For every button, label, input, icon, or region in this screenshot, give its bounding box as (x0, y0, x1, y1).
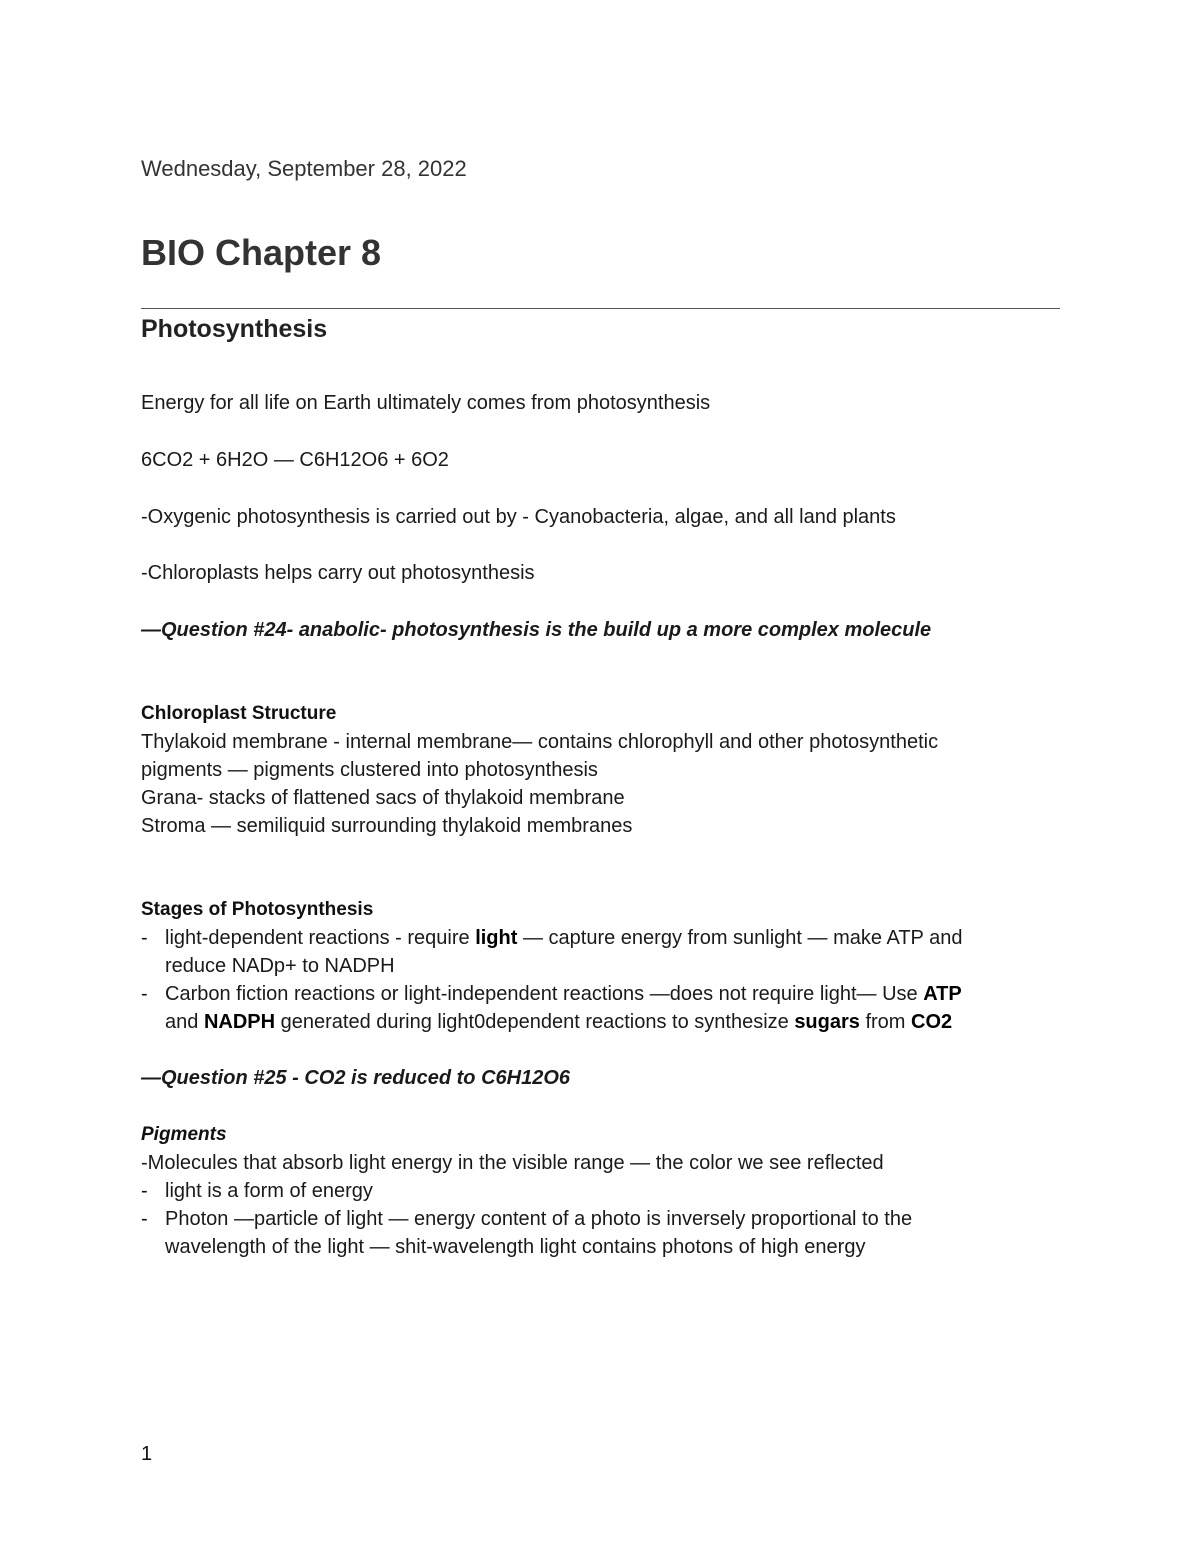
pigment-item-line: light is a form of energy (165, 1180, 373, 1202)
text-run: Carbon fiction reactions or light-independent reactions —does not require light— Use (165, 983, 924, 1005)
page-title: BIO Chapter 8 (141, 232, 382, 273)
text-run: from (859, 1011, 912, 1033)
section-heading-photosynthesis: Photosynthesis (141, 315, 328, 343)
bold-term-sugars: sugars (794, 1011, 860, 1033)
chloroplast-line: Grana- stacks of flattened sacs of thylakoid membrane (141, 787, 625, 809)
text-run: generated during light0dependent reactions to synthesize (275, 1011, 795, 1033)
photosynthesis-equation: 6CO2 + 6H2O — C6H12O6 + 6O2 (141, 449, 449, 471)
text-run: light-dependent reactions - require (165, 927, 476, 949)
stages-heading: Stages of Photosynthesis (141, 899, 374, 920)
text-run: — capture energy from sunlight — make ATP and (517, 927, 963, 949)
question-25: —Question #25 - CO2 is reduced to C6H12O6 (141, 1067, 571, 1089)
bold-term-light: light (475, 927, 518, 949)
chloroplasts-paragraph: -Chloroplasts helps carry out photosynthesis (141, 562, 535, 584)
chloroplast-line: pigments — pigments clustered into photosynthesis (141, 759, 598, 781)
pigment-item-line: wavelength of the light — shit-wavelength light contains photons of high energy (165, 1236, 866, 1258)
stage-item-line: reduce NADp+ to NADPH (165, 955, 395, 977)
pigment-item-line: Photon —particle of light — energy content of a photo is inversely proportional to the (165, 1208, 913, 1230)
oxygenic-paragraph: -Oxygenic photosynthesis is carried out by - Cyanobacteria, algae, and all land plants (141, 506, 896, 528)
bullet-marker: - (141, 1180, 148, 1202)
stage-item-line (165, 924, 962, 952)
stage-item-light-dependent (165, 924, 962, 980)
intro-paragraph: Energy for all life on Earth ultimately comes from photosynthesis (141, 392, 711, 414)
bullet-marker: - (141, 1208, 148, 1230)
pigments-heading: Pigments (141, 1124, 227, 1145)
bold-term-co2: CO2 (911, 1011, 953, 1033)
page-number: 1 (141, 1443, 153, 1465)
pigments-paragraph: -Molecules that absorb light energy in the visible range — the color we see reflected (141, 1152, 884, 1174)
pigment-item-light (165, 1177, 373, 1205)
stage-item-line (165, 1008, 962, 1036)
title-divider (141, 308, 1060, 309)
chloroplast-structure-body (141, 728, 938, 840)
chloroplast-line: Stroma — semiliquid surrounding thylakoid membranes (141, 815, 633, 837)
note-date: Wednesday, September 28, 2022 (141, 156, 467, 181)
stage-item-carbon-fixation (165, 980, 962, 1036)
stage-item-line (165, 980, 962, 1008)
bold-term-atp: ATP (923, 983, 962, 1005)
bold-term-nadph: NADPH (203, 1011, 276, 1033)
pigment-item-photon (165, 1205, 912, 1261)
bullet-marker: - (141, 983, 148, 1005)
chloroplast-line: Thylakoid membrane - internal membrane— contains chlorophyll and other photosynthetic (141, 731, 939, 753)
text-run: and (165, 1011, 204, 1033)
bullet-marker: - (141, 927, 148, 949)
question-24: —Question #24- anabolic- photosynthesis is the build up a more complex molecule (141, 619, 932, 641)
chloroplast-structure-heading: Chloroplast Structure (141, 703, 337, 724)
